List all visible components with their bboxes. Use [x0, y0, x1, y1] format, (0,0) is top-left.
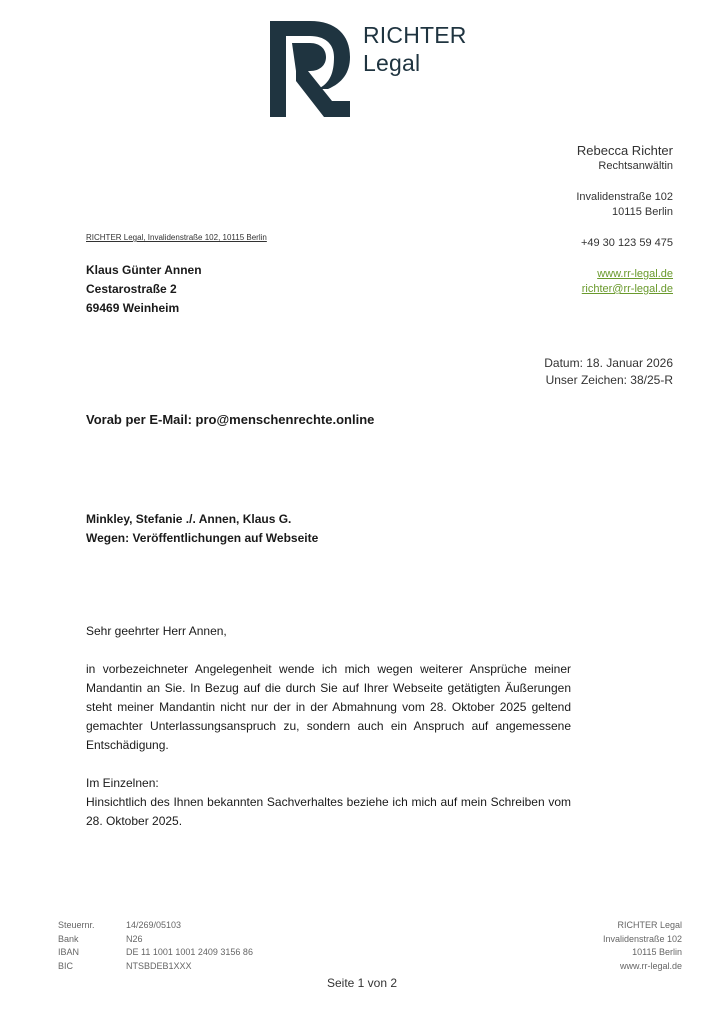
section-heading: Im Einzelnen:: [86, 776, 159, 790]
vorab-email-line: Vorab per E-Mail: pro@menschenrechte.online: [86, 412, 375, 427]
footer-row: Steuernr. 14/269/05103: [58, 920, 182, 930]
sender-street: Invalidenstraße 102: [576, 191, 673, 203]
footer-firm-city: 10115 Berlin: [632, 947, 682, 957]
sender-web-link[interactable]: www.rr-legal.de: [597, 268, 673, 280]
footer-firm-web: www.rr-legal.de: [619, 960, 682, 971]
footer-firm-address: [603, 919, 682, 973]
salutation: Sehr geehrter Herr Annen,: [86, 624, 227, 638]
subject-parties: Minkley, Stefanie ./. Annen, Klaus G.: [86, 512, 292, 526]
logo-line2: Legal: [363, 50, 421, 76]
logo: [270, 21, 480, 117]
sender-city: 10115 Berlin: [612, 206, 673, 218]
recipient-street: Cestarostraße 2: [86, 282, 177, 296]
sender-email-link[interactable]: richter@rr-legal.de: [581, 283, 673, 295]
rr-monogram-icon: [270, 21, 350, 117]
footer-row: BIC NTSBDEB1XXX: [58, 960, 192, 971]
letter-body: [86, 622, 571, 850]
recipient-city: 69469 Weinheim: [86, 301, 180, 315]
reference-number: Unser Zeichen: 38/25-R: [545, 373, 673, 387]
sender-title: Rechtsanwältin: [598, 160, 673, 172]
body-paragraph-1: in vorbezeichneter Angelegenheit wende ich mich wegen weiterer Ansprüche meiner Mandantin an Sie. In Bezug auf die durch Sie auf Ihrer Webseite getätigten Äußerungen steht meiner Mandantin nicht nur der in der Abmahnung vom 28. Oktober 2025 geltend gemachter Unterlassungsanspruch zu, sondern auch ein Anspruch auf angemessene Entschädigung.: [86, 662, 571, 752]
subject-topic: Wegen: Veröffentlichungen auf Webseite: [86, 531, 319, 545]
logo-line1: RICHTER: [363, 22, 467, 48]
sender-name: Rebecca Richter: [576, 143, 673, 158]
footer-bank-details: [58, 919, 253, 973]
sender-block: [576, 142, 673, 297]
recipient-address: [86, 261, 202, 318]
page-number: Seite 1 von 2: [326, 976, 398, 990]
footer-firm-name: RICHTER Legal: [617, 920, 682, 930]
footer-row: Bank N26: [58, 933, 143, 944]
body-paragraph-2: Hinsichtlich des Ihnen bekannten Sachverhaltes beziehe ich mich auf mein Schreiben vom 28. Oktober 2025.: [86, 795, 571, 828]
footer-row: IBAN DE 11 1001 1001 2409 3156 86: [58, 947, 253, 957]
recipient-name: Klaus Günter Annen: [86, 263, 202, 277]
letter-date: Datum: 18. Januar 2026: [544, 356, 673, 370]
date-block: [544, 355, 673, 389]
return-address: RICHTER Legal, Invalidenstraße 102, 10115 Berlin: [86, 233, 267, 242]
subject-block: [86, 510, 318, 548]
sender-phone: +49 30 123 59 475: [580, 237, 673, 249]
footer-firm-street: Invalidenstraße 102: [602, 933, 682, 944]
